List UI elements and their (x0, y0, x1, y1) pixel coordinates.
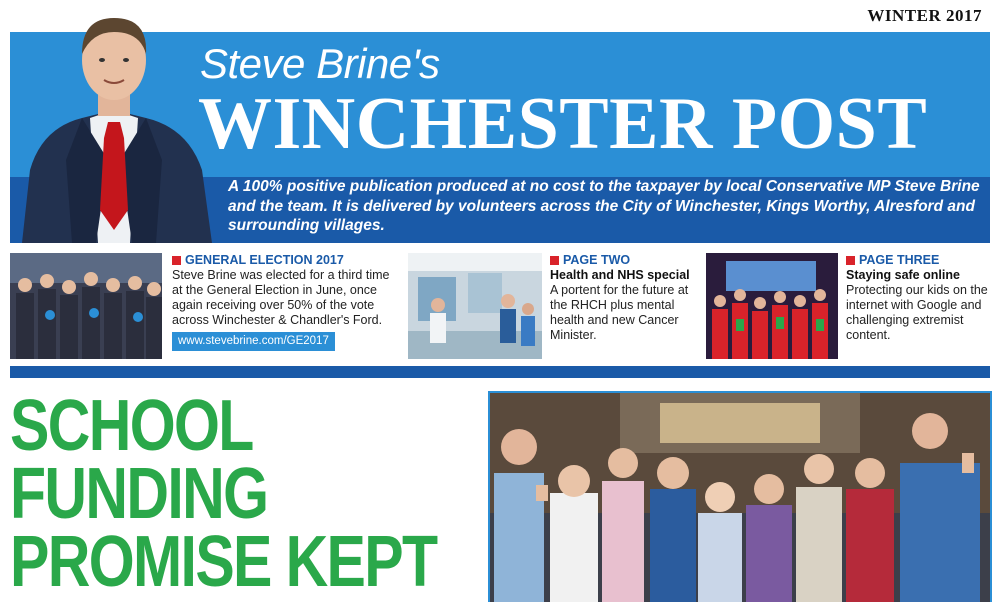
teaser-heading-label: PAGE TWO (563, 253, 631, 267)
teaser-heading (172, 253, 402, 268)
edition-label: WINTER 2017 (867, 6, 982, 25)
teaser-body: A portent for the future at the RHCH plus mental health and new Cancer Minister. (550, 283, 689, 342)
teaser-page-three (846, 253, 992, 343)
teaser-body: Protecting our kids on the internet with Google and challenging extremist content. (846, 283, 988, 342)
teaser-heading (846, 253, 992, 268)
bullet-square-icon (172, 256, 181, 265)
teaser-row (10, 253, 990, 359)
teaser-page-two (550, 253, 700, 343)
bullet-square-icon (846, 256, 855, 265)
school-group-photo (488, 391, 992, 602)
teaser-heading (550, 253, 700, 268)
headline-line: FUNDING (10, 454, 268, 534)
election-link[interactable]: www.stevebrine.com/GE2017 (172, 332, 335, 351)
lead-headline (10, 386, 480, 602)
headline-line: SCHOOL (10, 386, 253, 466)
masthead-tagline: A 100% positive publication produced at no cost to the taxpayer by local Conservative MP Steve Brine and the team. It is delivered by volunteers across the City of Winchester, Kings Worthy, Alresford and surrounding villages. (228, 178, 980, 234)
section-divider (10, 366, 990, 378)
teaser-heading-label: PAGE THREE (859, 253, 940, 267)
hospital-photo (408, 253, 542, 359)
teaser-subheading: Health and NHS special (550, 268, 690, 282)
teaser-subheading: Staying safe online (846, 268, 960, 282)
mp-portrait (12, 10, 217, 243)
bullet-square-icon (550, 256, 559, 265)
masthead-title: WINCHESTER POST (198, 83, 928, 165)
teaser-general-election (172, 253, 402, 351)
teaser-heading-label: GENERAL ELECTION 2017 (185, 253, 344, 267)
headline-line: PROMISE KEPT (10, 522, 437, 602)
online-safety-photo (706, 253, 838, 359)
masthead-owner: Steve Brine's (200, 40, 440, 87)
teaser-body: Steve Brine was elected for a third time at the General Election in June, once again receiving over 50% of the vote across Winchester & Chandler's Ford. (172, 268, 390, 327)
election-photo (10, 253, 162, 359)
